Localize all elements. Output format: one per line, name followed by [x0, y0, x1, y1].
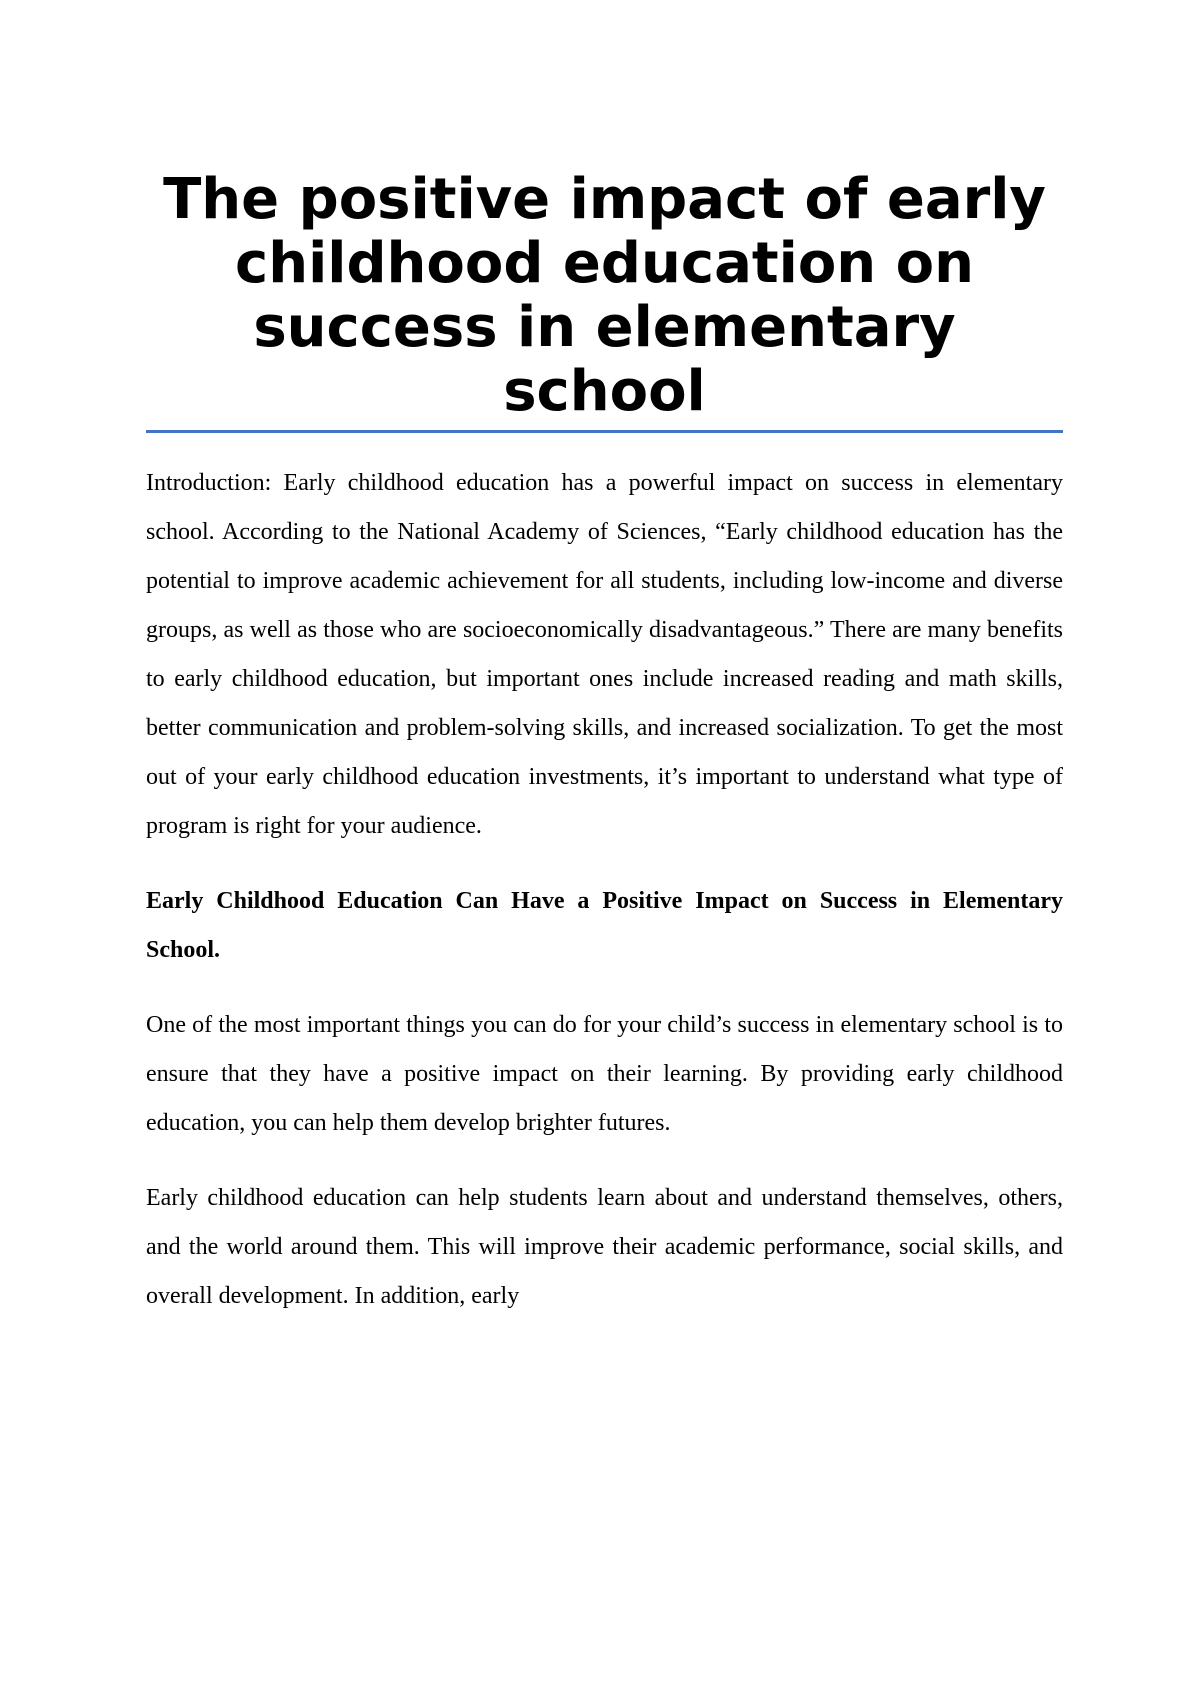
body-paragraph: One of the most important things you can do for your child’s success in elementary school is to ensure that they have a positive impact on their learning. By providing early childhood education, you can help them develop brighter futures. [146, 1012, 1063, 1136]
section-heading: Early Childhood Education Can Have a Positive Impact on Success in Elementary School. [146, 888, 1063, 963]
intro-paragraph: Introduction: Early childhood education has a powerful impact on success in elementary school. According to the National Academy of Sciences, “Early childhood education has the potential to improve academic achievement for all students, including low-income and diverse groups, as well as those who are socioeconomically disadvantageous.” There are many benefits to early childhood education, but important ones include increased reading and math skills, better communication and problem-solving skills, and increased socialization. To get the most out of your early childhood education investments, it’s important to understand what type of program is right for your audience. [146, 470, 1063, 839]
document-content [146, 168, 1063, 1347]
body-paragraph: Early childhood education can help students learn about and understand themselves, others, and the world around them. This will improve their academic performance, social skills, and overall development. In addition, early [146, 1185, 1063, 1309]
title-underline-rule [146, 430, 1063, 433]
document-title: The positive impact of early childhood education on success in elementary school [163, 167, 1046, 424]
